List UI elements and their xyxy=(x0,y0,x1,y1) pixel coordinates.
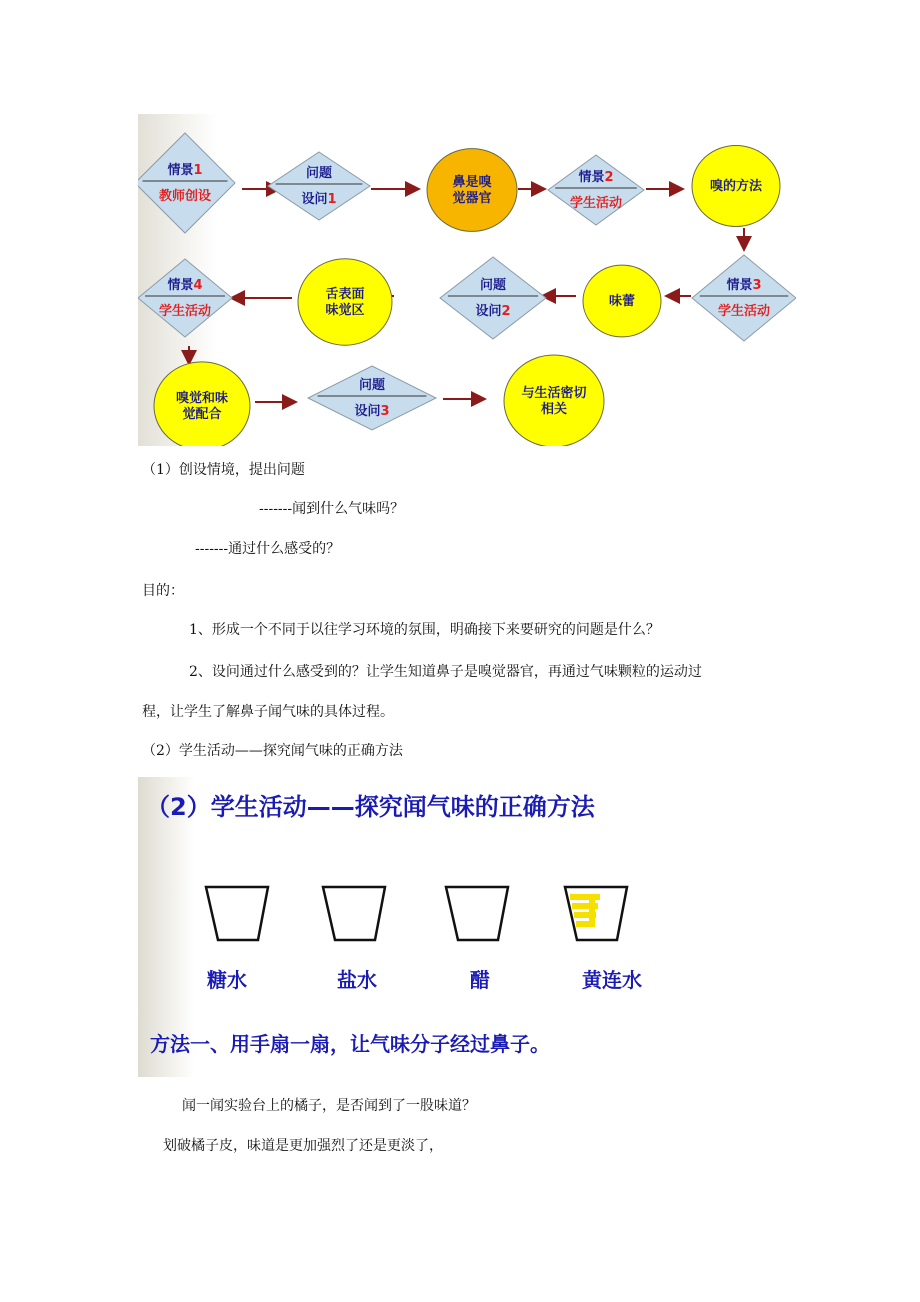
slide-title: （2）学生活动——探究闻气味的正确方法 xyxy=(146,793,595,821)
purpose-label: 目的： xyxy=(142,583,184,599)
flow-node-label: 嗅的方法 xyxy=(709,179,763,194)
method-text: 方法一、用手扇一扇，让气味分子经过鼻子。 xyxy=(150,1032,550,1056)
flow-node-n5 xyxy=(692,146,780,227)
flow-node-label: 学生活动 xyxy=(569,196,623,211)
cup-label-coptis: 黄连水 xyxy=(582,968,642,992)
orange-question: 闻一闻实验台上的橘子，是否闻到了一股味道？ xyxy=(182,1098,476,1114)
cup-label-salt: 盐水 xyxy=(337,968,377,992)
question-line-2: -------通过什么感受的？ xyxy=(195,541,341,557)
cup-vinegar xyxy=(446,887,508,940)
flow-node-label: 问题 xyxy=(358,378,386,393)
cup-label-sugar: 糖水 xyxy=(207,968,247,992)
section-2-heading: （2）学生活动——探究闻气味的正确方法 xyxy=(142,743,403,759)
flow-node-label: 学生活动 xyxy=(158,304,212,319)
flow-node-n7 xyxy=(583,265,661,337)
activity-slide-graphic xyxy=(138,777,704,1077)
flow-node-label: 味蕾 xyxy=(608,294,636,309)
flow-node-label: 问题 xyxy=(305,166,333,181)
flow-node-label: 学生活动 xyxy=(717,304,771,319)
flow-node-top-label: 情景2 xyxy=(578,170,614,185)
flow-node-top-label: 情景3 xyxy=(726,278,762,293)
flow-node-label: 鼻是嗅 xyxy=(452,175,492,190)
purpose-item-2: 2、设问通过什么感受到的？让学生知道鼻子是嗅觉器官，再通过气味颗粒的运动过 xyxy=(189,664,702,680)
purpose-item-2-cont: 程，让学生了解鼻子闻气味的具体过程。 xyxy=(142,704,394,720)
activity-slide xyxy=(138,777,704,1077)
flow-node-n9 xyxy=(298,259,392,345)
orange-peel-question: 划破橘子皮，味道是更加强烈了还是更淡了， xyxy=(163,1138,443,1154)
cup-coptis-water xyxy=(565,887,627,940)
flow-node-label: 嗅觉和味 xyxy=(175,391,229,406)
flow-node-label: 相关 xyxy=(540,402,568,417)
flow-node-bottom-label: 设问1 xyxy=(301,192,337,207)
cup-label-vinegar: 醋 xyxy=(470,968,490,992)
flow-node-label: 教师创设 xyxy=(158,189,212,204)
cup-sugar-water xyxy=(206,887,268,940)
flow-node-bottom-label: 设问2 xyxy=(475,304,511,319)
flow-node-n11 xyxy=(154,362,250,446)
flow-node-top-label: 情景4 xyxy=(167,278,203,293)
flow-circle xyxy=(427,149,517,232)
flow-node-bottom-label: 设问3 xyxy=(354,404,390,419)
flowchart-slide xyxy=(138,114,796,446)
flow-node-top-label: 情景1 xyxy=(167,163,203,178)
flow-node-n3 xyxy=(427,149,517,232)
flow-circle xyxy=(298,259,392,345)
flowchart xyxy=(138,114,796,446)
flow-node-label: 与生活密切 xyxy=(521,386,587,401)
flow-node-label: 舌表面 xyxy=(325,287,365,302)
flow-node-label: 觉配合 xyxy=(182,407,222,422)
purpose-item-1: 1、形成一个不同于以往学习环境的氛围，明确接下来要研究的问题是什么？ xyxy=(189,622,660,638)
question-line-1: -------闻到什么气味吗？ xyxy=(259,501,405,517)
cup-salt-water xyxy=(323,887,385,940)
flow-node-label: 味觉区 xyxy=(325,303,365,318)
flow-node-label: 觉器官 xyxy=(452,191,492,206)
section-1-heading: （1）创设情境，提出问题 xyxy=(142,462,305,478)
flow-node-n13 xyxy=(504,355,604,446)
flow-node-label: 问题 xyxy=(479,278,507,293)
